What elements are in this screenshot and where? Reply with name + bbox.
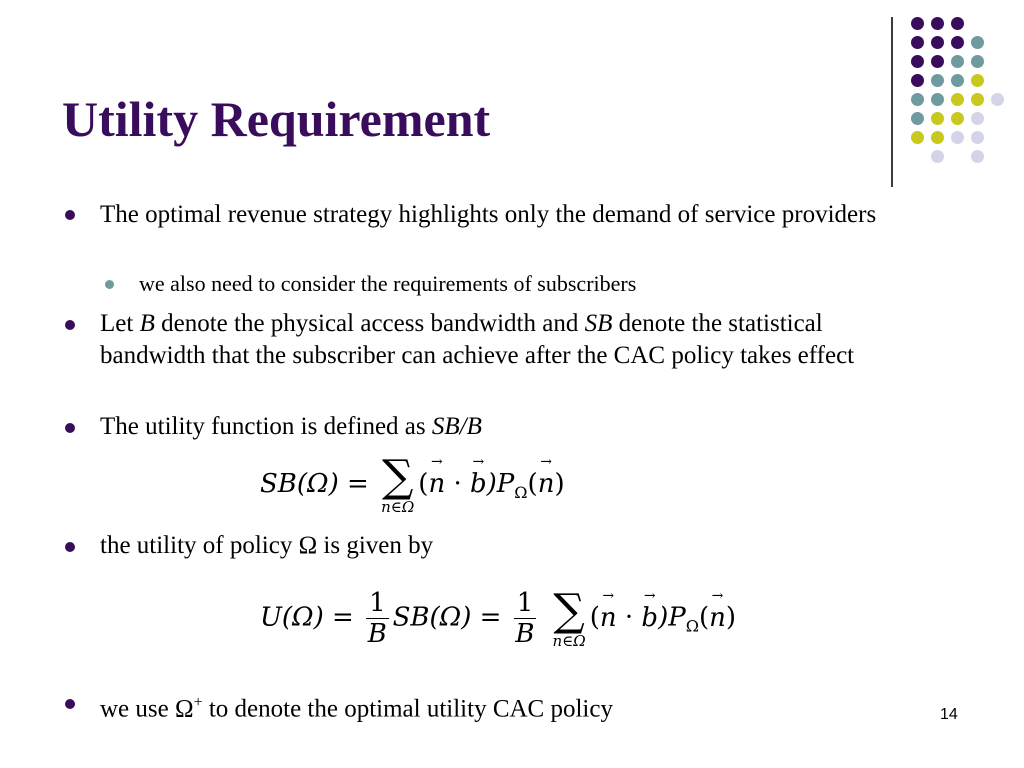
dot-lavender [931,150,944,163]
dot-product: · [453,469,462,499]
dot-yellow [911,131,924,144]
variable-sb: SB [584,310,613,337]
bullet-text-1: The optimal revenue strategy highlights only the demand of service providers [100,201,877,228]
bullet-3-part-1: The utility function is defined as [100,413,432,440]
dot-product: · [624,602,634,633]
dot-purple [931,17,944,30]
summation-subscript: n∈Ω [552,631,586,650]
vector-n: → n [600,603,617,633]
dot-teal [951,74,964,87]
decorative-divider [891,17,893,187]
dot-purple [911,17,924,30]
dot-teal [931,74,944,87]
arg-close: ) [725,602,737,633]
slide-title: Utility Requirement [62,91,491,147]
dot-purple [911,55,924,68]
summation-subscript: n∈Ω [381,498,415,516]
bullet-marker [65,423,75,433]
sub-bullet-marker [105,280,114,289]
dot-yellow [931,112,944,125]
bullet-marker [65,210,75,220]
dot-teal [931,93,944,106]
formula-2-lhs: U(Ω) = [260,602,354,633]
dot-purple [951,17,964,30]
dot-lavender [951,131,964,144]
bullet-2-part-2: denote the physical access bandwidth and [154,310,585,337]
dot-purple [931,36,944,49]
bullet-text-2 [100,308,910,372]
formula-sb [260,451,565,516]
fraction-1-over-b [366,588,389,649]
formula-utility [260,584,737,650]
vector-n: → n [428,469,445,499]
fraction-numerator: 1 [514,588,537,619]
variable-b: B [139,310,155,337]
bullet-2-part-1: Let [100,310,140,337]
dot-purple [911,36,924,49]
dot-purple [951,36,964,49]
slide-number: 14 [940,706,958,723]
bullet-marker [65,542,75,552]
formula-1-lhs: SB(Ω) = [260,469,369,499]
fraction-denominator: B [367,619,387,649]
superscript-plus: + [193,694,203,711]
dot-lavender [971,150,984,163]
vector-b: → b [641,603,658,633]
vector-n-arg: → n [538,469,555,499]
paren-close-p: )P [658,602,686,633]
dot-purple [911,74,924,87]
dot-teal [911,112,924,125]
dot-lavender [991,93,1004,106]
dot-yellow [971,74,984,87]
formula-2-mid: SB(Ω) = [392,602,502,633]
bullet-5-part-2: to denote the optimal utility CAC policy [202,695,613,723]
bullet-marker [65,320,75,330]
bullet-text-5 [100,687,880,725]
bullet-2-part-3: denote the statistical bandwidth that the subscriber can achieve after the CAC policy takes effect [100,310,855,369]
dot-teal [951,55,964,68]
fraction-numerator: 1 [366,588,389,619]
arg-open: ( [527,469,538,499]
dot-yellow [931,131,944,144]
fraction-1-over-b-2 [514,588,537,649]
arg-close: ) [554,469,565,499]
vector-b: → b [470,469,487,499]
variable-sb-over-b: SB/B [431,413,482,440]
dot-lavender [971,131,984,144]
summation-symbol: ∑ n∈Ω [552,584,586,650]
fraction-denominator: B [515,619,535,649]
p-subscript: Ω [685,616,699,636]
paren-open: ( [418,469,429,499]
paren-open: ( [589,602,600,633]
dot-yellow [951,93,964,106]
bullet-text-3 [100,411,900,443]
dot-teal [911,93,924,106]
dot-yellow [951,112,964,125]
sub-bullet-text: we also need to consider the requirements of subscribers [139,271,637,296]
vector-n-arg: → n [709,603,726,633]
dot-yellow [971,93,984,106]
dot-lavender [971,112,984,125]
dot-teal [971,55,984,68]
bullet-marker [65,699,75,709]
arg-open: ( [698,602,710,633]
bullet-text-4: the utility of policy Ω is given by [100,532,434,559]
paren-close-p: )P [486,469,515,499]
bullet-5-part-1: we use Ω [100,695,194,723]
dot-teal [971,36,984,49]
summation-symbol: ∑ n∈Ω [381,451,415,516]
dot-purple [931,55,944,68]
p-subscript: Ω [514,483,528,503]
